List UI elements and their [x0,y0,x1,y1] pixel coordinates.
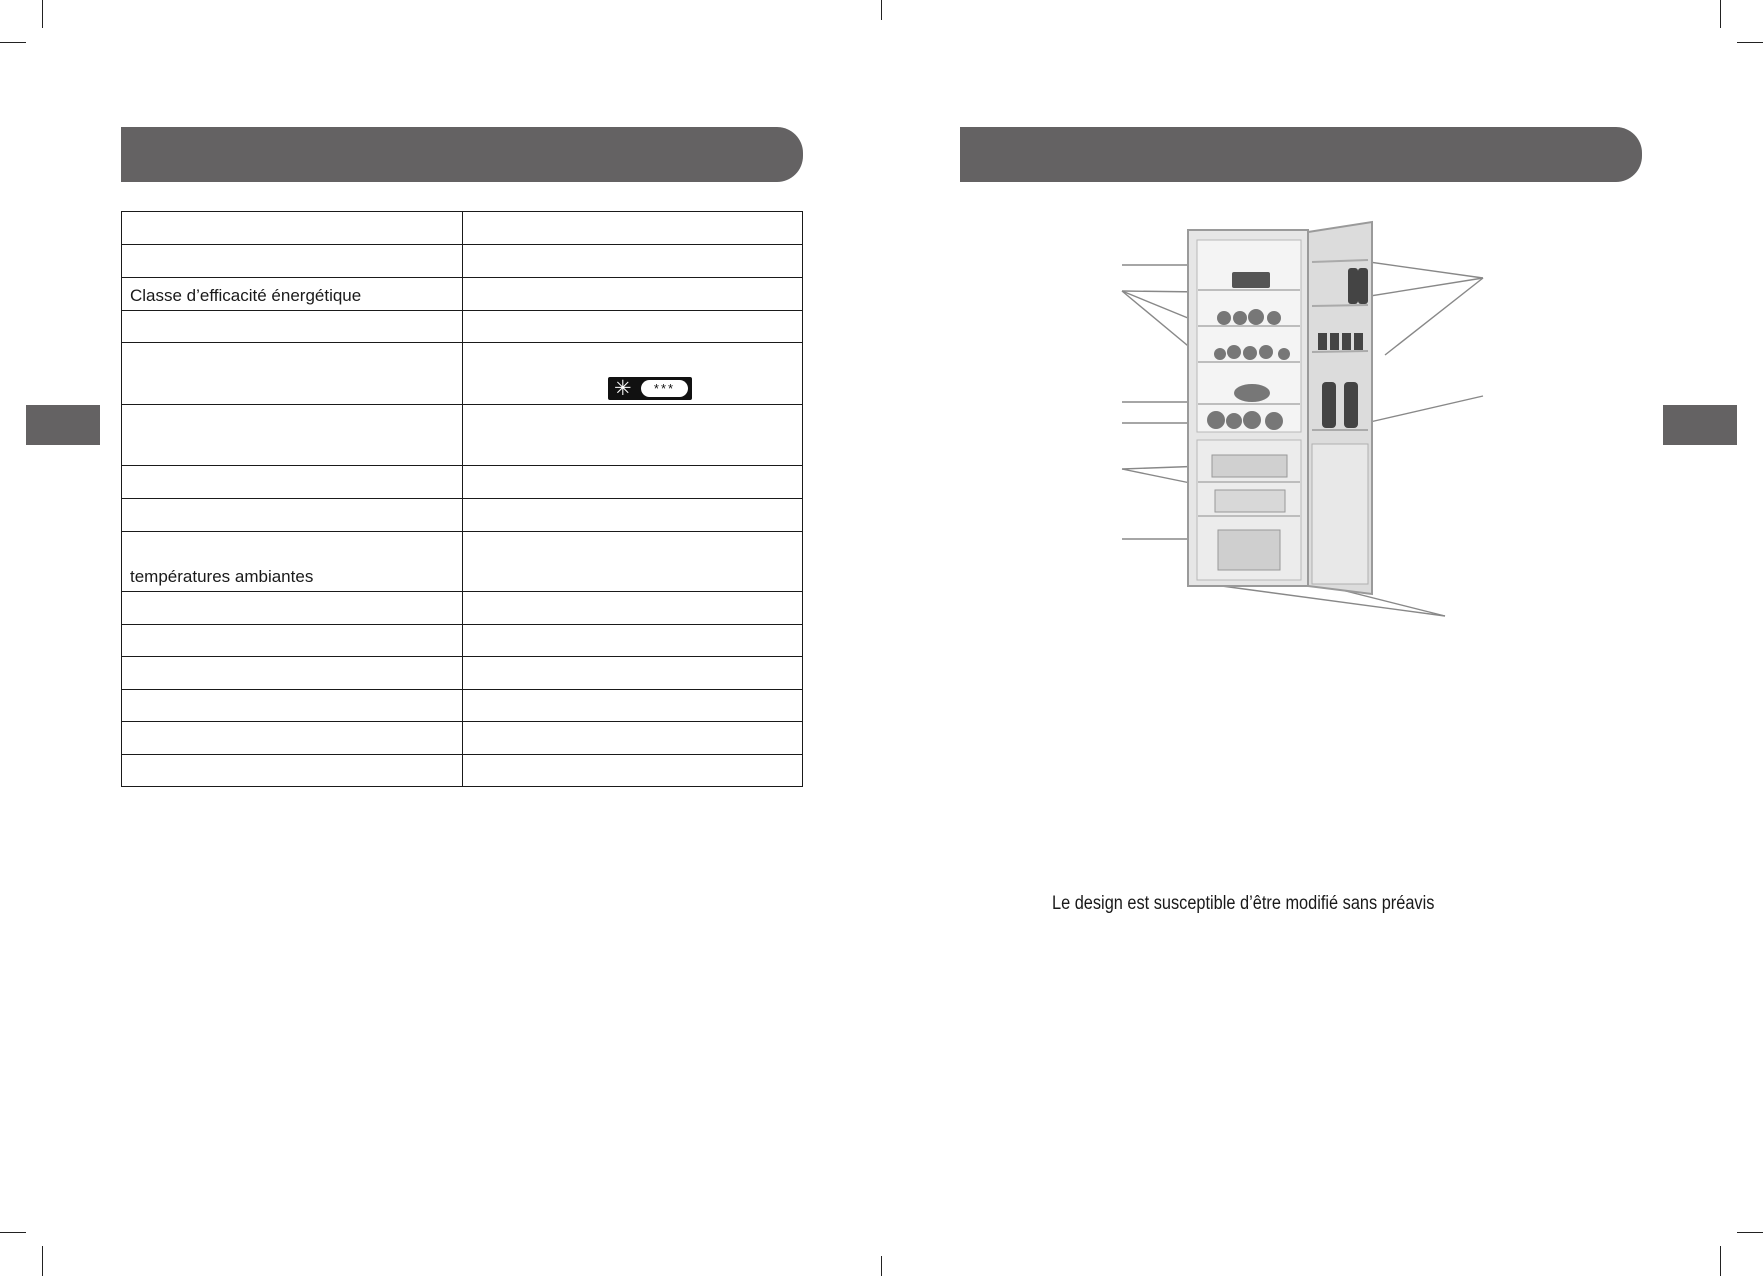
design-disclaimer-caption: Le design est susceptible d’être modifié sans préavis [1052,893,1435,914]
snowflake-icon: ✳ [614,377,632,400]
row-label: Classe d’efficacité énergétique [122,278,463,311]
row-label: températures ambiantes [122,532,463,592]
stars-rating: *** [641,380,688,397]
